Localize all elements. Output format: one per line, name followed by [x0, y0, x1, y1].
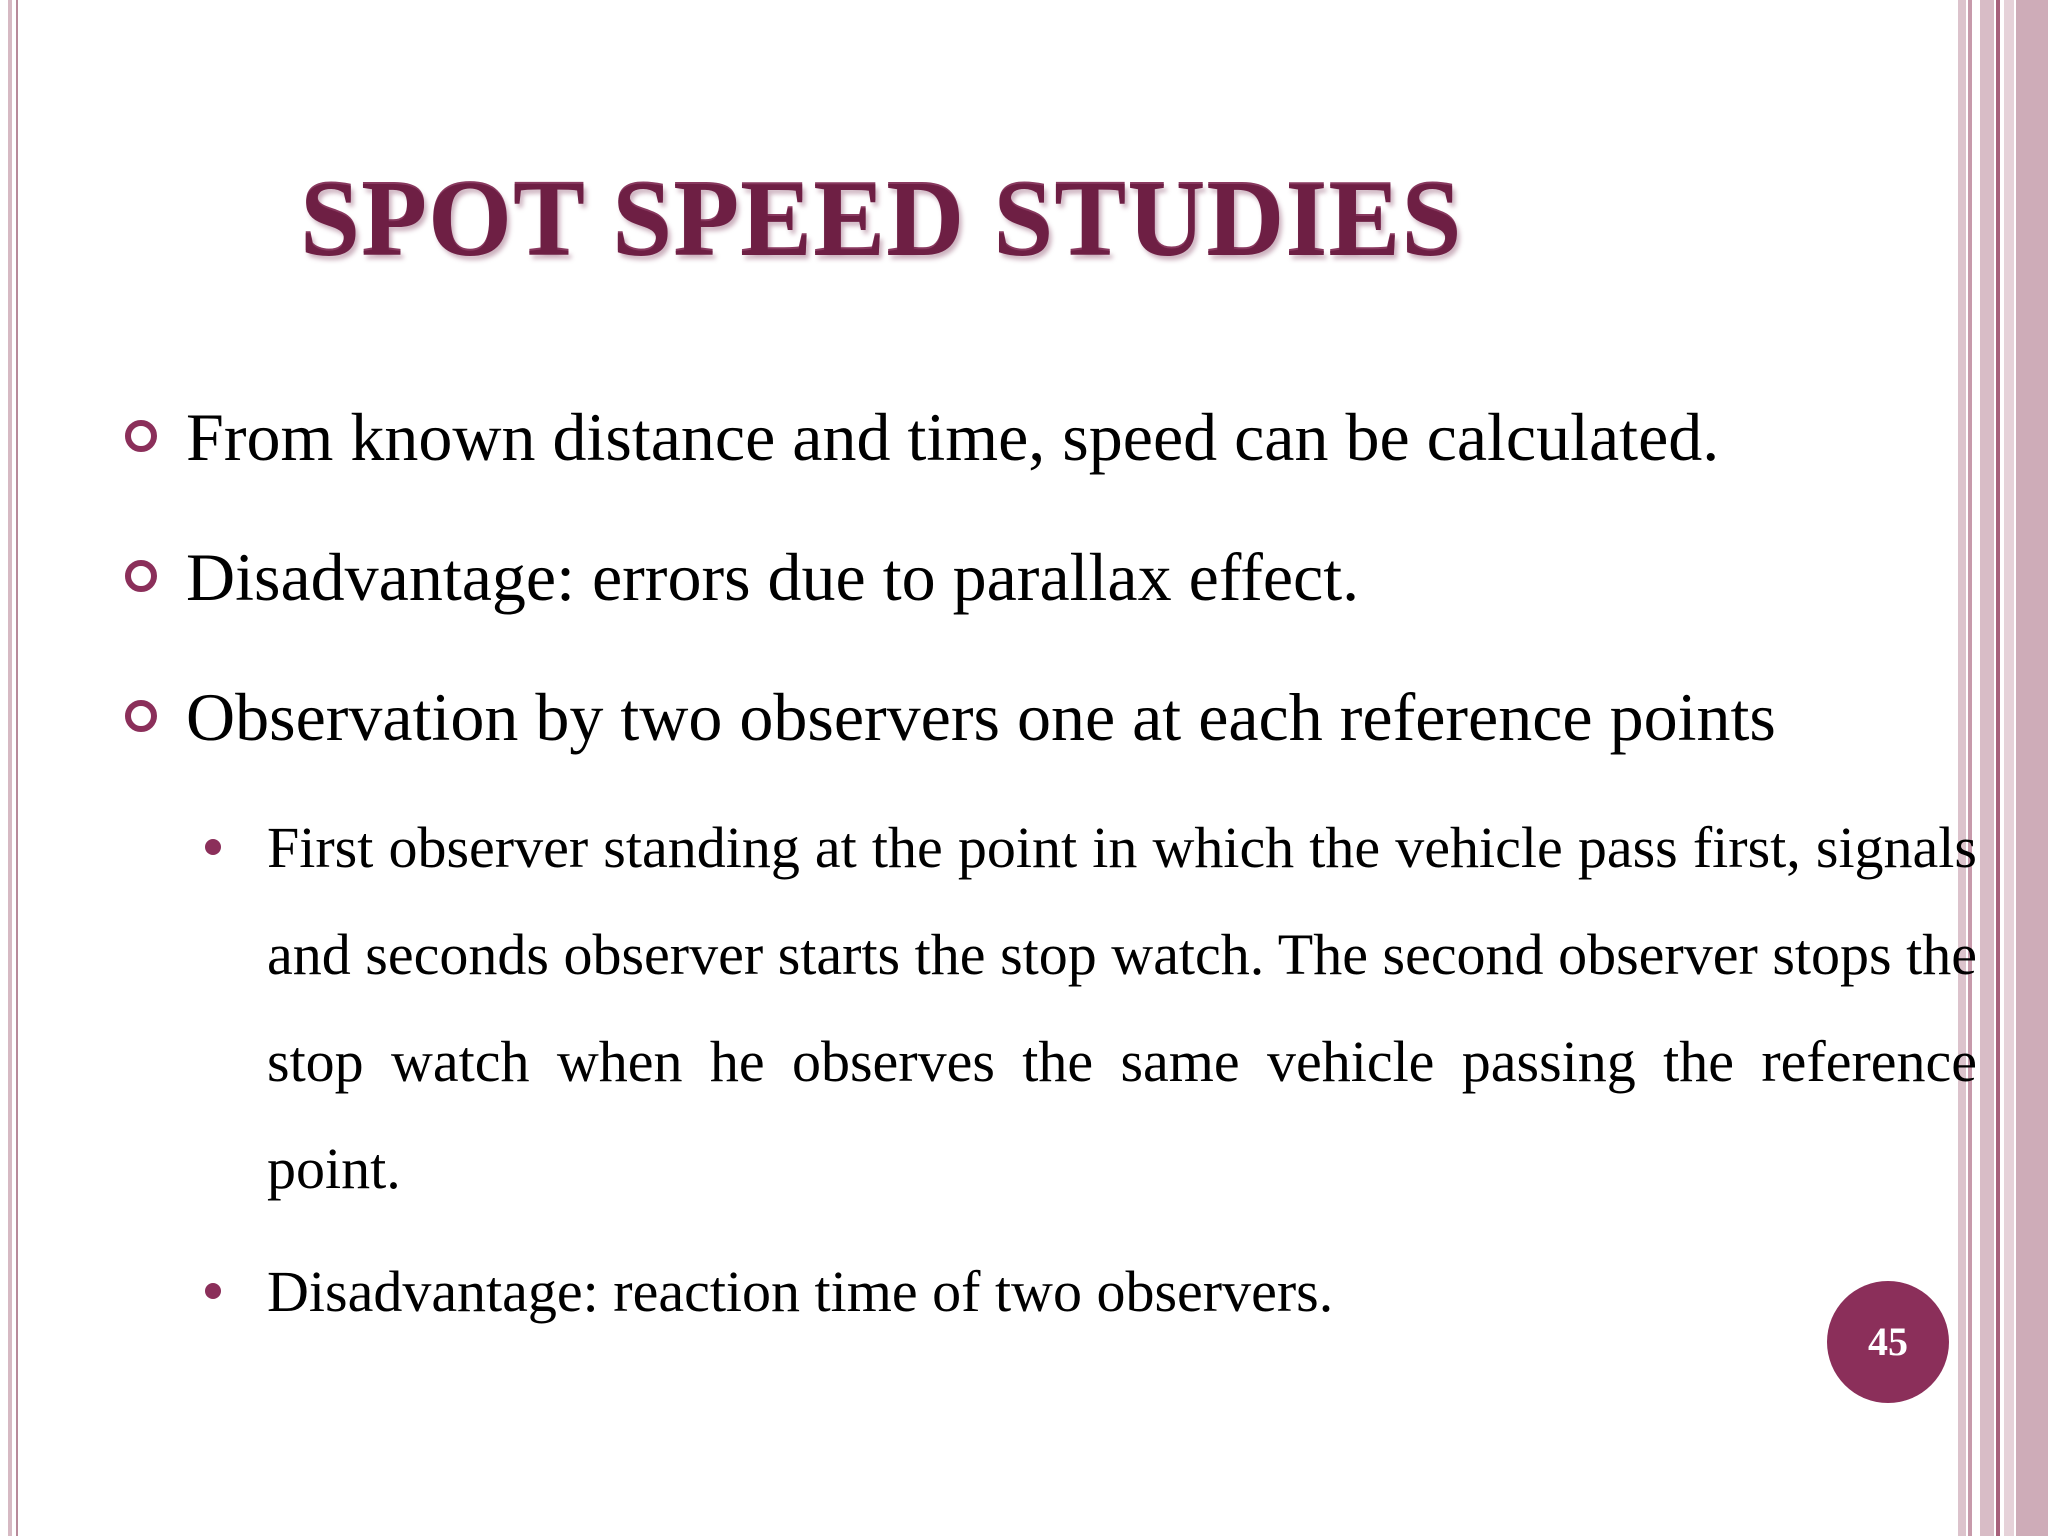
ring-bullet-icon — [125, 700, 157, 732]
bullet-text: From known distance and time, speed can be calculated. — [186, 399, 1720, 475]
ring-bullet-icon — [125, 420, 157, 452]
ring-bullet-icon — [125, 560, 157, 592]
right-border-stripe — [2004, 0, 2014, 1536]
slide-title: SPOT SPEED STUDIES — [300, 160, 1463, 279]
left-border-line-inner — [16, 0, 18, 1536]
sub-bullet-text: First observer standing at the point in which the vehicle pass first, signals and seconds observer starts the stop watch. The second observer stops the stop watch when he observes the same vehicle passing the reference point. — [267, 815, 1977, 1201]
right-border-stripe — [2016, 0, 2048, 1536]
bullet-text: Disadvantage: errors due to parallax effect. — [186, 539, 1360, 615]
left-border-line — [8, 0, 12, 1536]
bullet-text: Observation by two observers one at each reference points — [186, 679, 1776, 755]
right-border-stripe — [1996, 0, 2000, 1536]
dot-bullet-icon — [205, 1283, 221, 1299]
right-border-stripe — [1980, 0, 1994, 1536]
sub-bullet-text: Disadvantage: reaction time of two observers. — [267, 1259, 1334, 1324]
dot-bullet-icon — [205, 839, 221, 855]
page-number-badge: 45 — [1827, 1281, 1949, 1403]
